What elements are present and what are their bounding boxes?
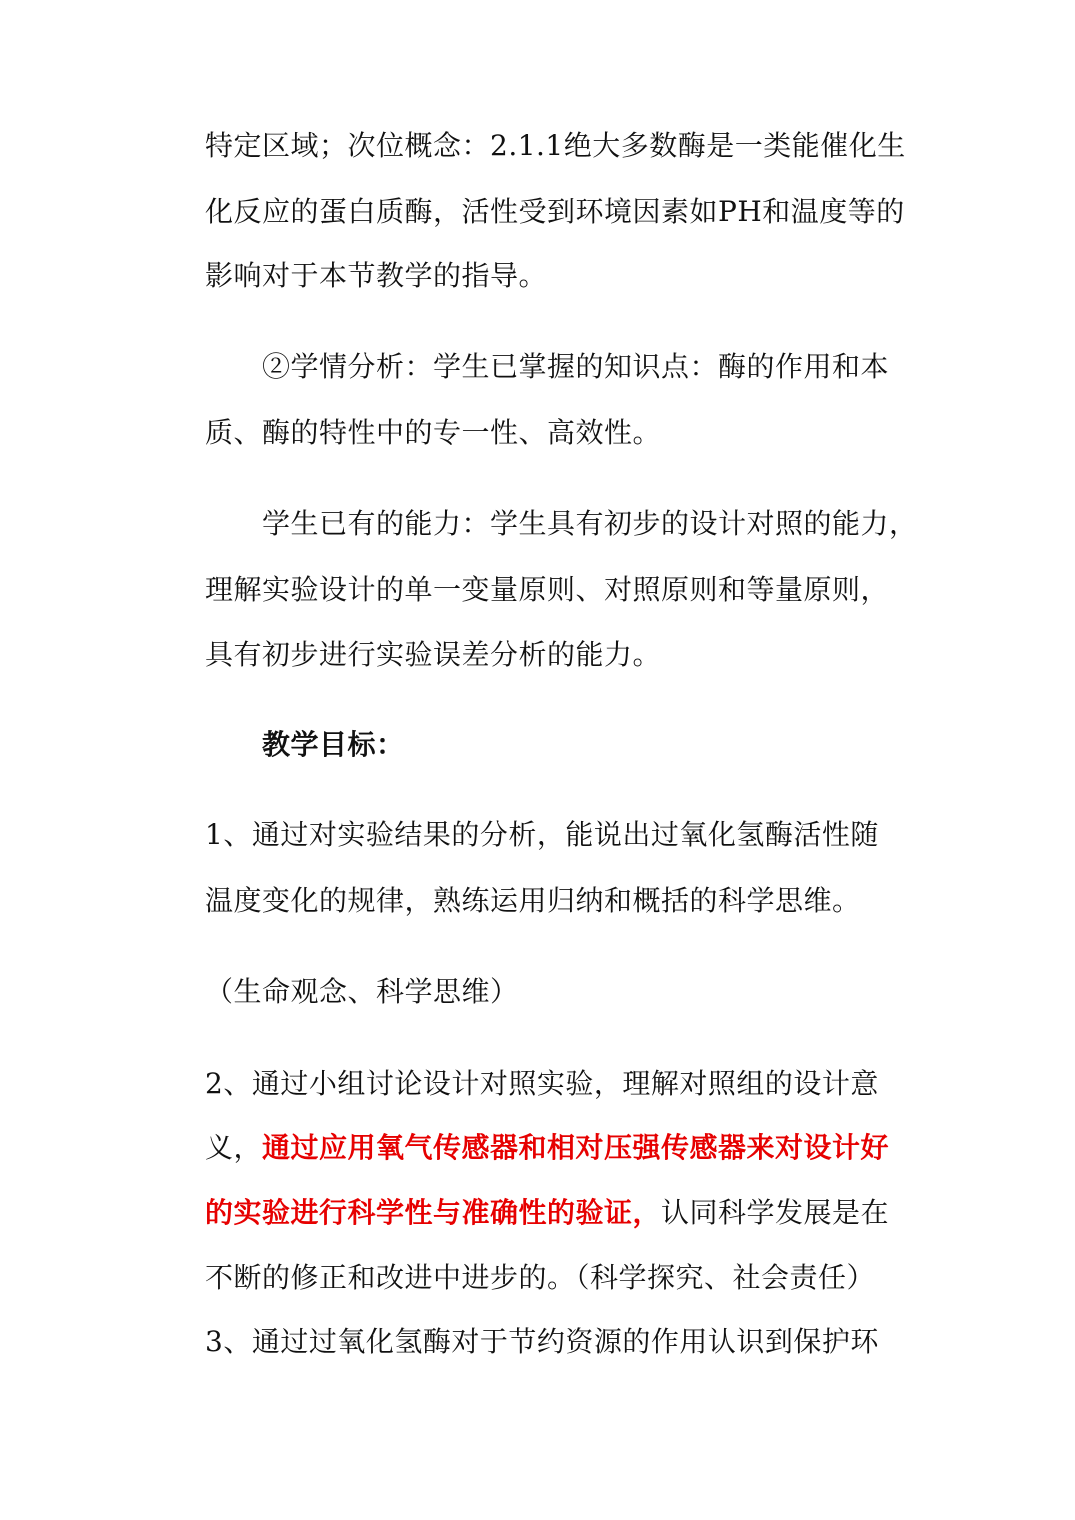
goal-line: 3、通过过氧化氢酶对于节约资源的作用认识到保护环 [205, 1325, 879, 1358]
goal-line: 2、通过小组讨论设计对照实验，理解对照组的设计意 [205, 1067, 879, 1100]
analysis-line: 质、酶的特性中的专一性、高效性。 [205, 416, 662, 449]
goal-line: 不断的修正和改进中进步的。（科学探究、社会责任） [205, 1261, 876, 1294]
paragraph-line: 影响对于本节教学的指导。 [205, 259, 548, 292]
goal-line: 温度变化的规律，熟练运用归纳和概括的科学思维。 [205, 884, 861, 917]
highlighted-text: 通过应用氧气传感器和相对压强传感器来对设计好 [262, 1131, 890, 1164]
paragraph-line: 化反应的蛋白质酶，活性受到环境因素如PH和温度等的 [205, 195, 905, 228]
highlighted-text: 的实验进行科学性与准确性的验证， [205, 1196, 662, 1229]
ability-line: 具有初步进行实验误差分析的能力。 [205, 638, 662, 671]
ability-line: 理解实验设计的单一变量原则、对照原则和等量原则， [205, 573, 890, 606]
section-heading: 教学目标： [262, 728, 405, 761]
goal-line: 1、通过对实验结果的分析，能说出过氧化氢酶活性随 [205, 818, 879, 851]
goal-line [205, 1195, 889, 1231]
goal-text: 认同科学发展是在 [661, 1196, 890, 1229]
ability-line: 学生已有的能力：学生具有初步的设计对照的能力， [262, 507, 918, 540]
goal-text: 义， [205, 1131, 263, 1164]
goal-line: （生命观念、科学思维） [205, 975, 519, 1008]
analysis-line: ②学情分析：学生已掌握的知识点：酶的作用和本 [262, 350, 890, 383]
paragraph-line: 特定区域；次位概念：2.1.1绝大多数酶是一类能催化生 [205, 129, 906, 162]
goal-line [205, 1130, 889, 1166]
